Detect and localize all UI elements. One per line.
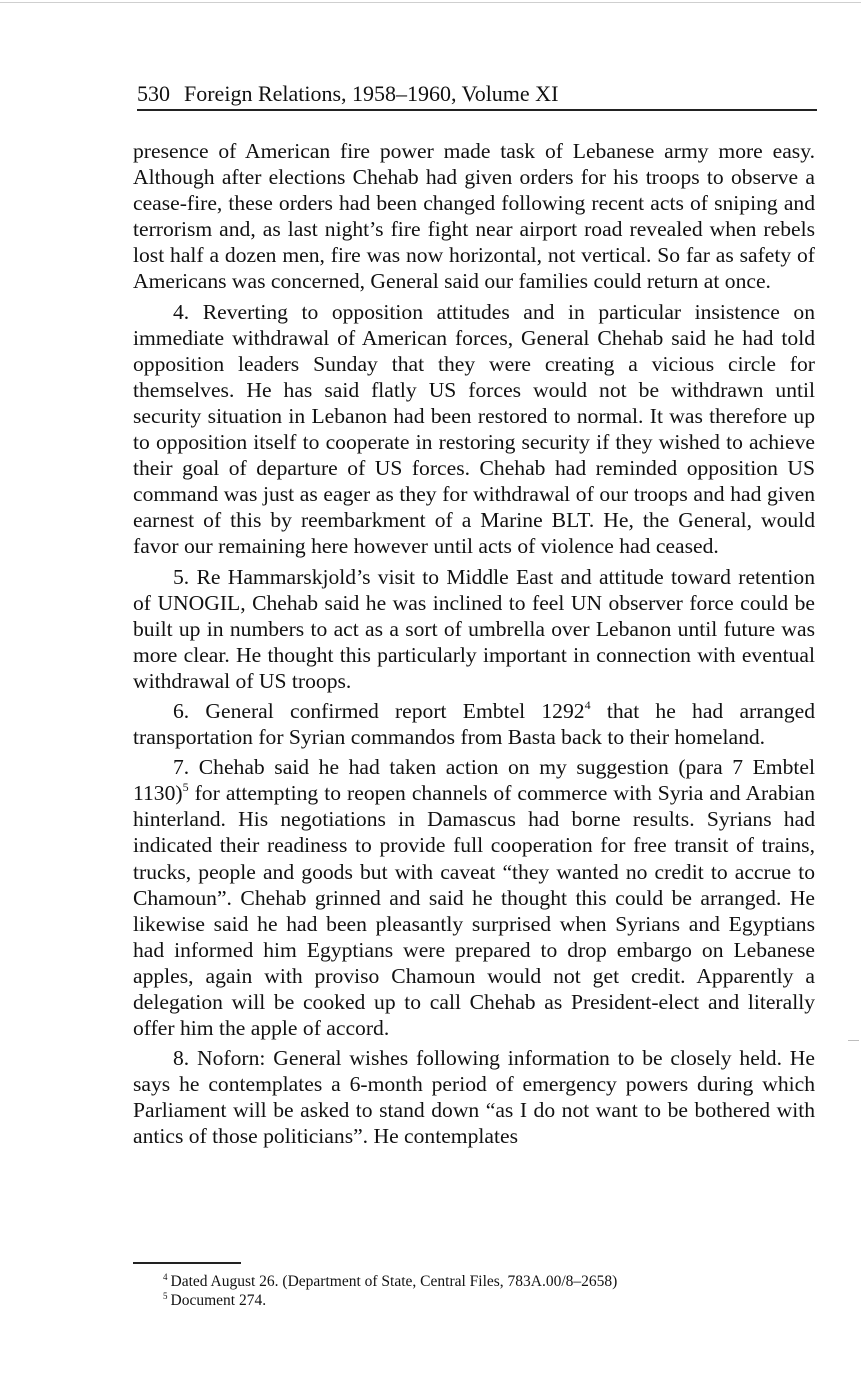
footnote-4 — [163, 1272, 783, 1291]
paragraph-5: 5. Re Hammarskjold’s visit to Middle East and attitude toward retention of UNOGIL, Chehab said he was inclined to feel UN observer force could be built up in numbers to act as a sort of umbrella over Lebanon until future was more clear. He thought this particularly important in connection with eventual withdrawal of US troops. — [133, 564, 815, 693]
running-title: Foreign Relations, 1958–1960, Volume XI — [184, 81, 559, 106]
running-header — [137, 80, 817, 108]
page-number: 530 — [137, 81, 170, 106]
paragraph-7 — [133, 754, 815, 1041]
paragraph-6-text-a: 6. General confirmed report Embtel 1292 — [173, 698, 585, 723]
footnote-text-4: Dated August 26. (Department of State, Central Files, 783A.00/8–2658) — [170, 1273, 618, 1290]
paragraph-4: 4. Reverting to opposition attitudes and in particular insistence on immediate withdrawal of American forces, General Chehab said he had told opposition leaders Sunday that they were creating a vicious circle for themselves. He has said flatly US forces would not be withdrawn until security situation in Lebanon had been restored to normal. It was therefore up to opposition itself to cooperate in restoring security if they wished to achieve their goal of departure of US forces. Chehab had reminded opposition US command was just as eager as they for withdrawal of our troops and had given earnest of this by reembarkment of a Marine BLT. He, the General, would favor our remaining here however until acts of violence had ceased. — [133, 299, 815, 559]
footnote-rule — [133, 1262, 241, 1264]
header-rule — [137, 109, 817, 111]
footnote-5 — [163, 1291, 783, 1310]
footnote-marker-4: 4 — [163, 1271, 168, 1282]
paragraph-continued: presence of American fire power made task of Lebanese army more easy. Although after elections Chehab had given orders for his troops to observe a cease-fire, these orders had been changed following recent acts of sniping and terrorism and, as last night’s fire fight near airport road revealed when rebels lost half a dozen men, fire was now horizontal, not vertical. So far as safety of Americans was concerned, General said our families could return at once. — [133, 139, 815, 294]
footnotes — [163, 1272, 783, 1310]
paragraph-6-text-b: that he had arranged transportation for Syrian commandos from Basta back to their homeland. — [133, 698, 815, 750]
footnote-marker-5: 5 — [163, 1290, 168, 1301]
paragraph-6 — [133, 698, 815, 750]
scan-top-edge — [0, 2, 861, 3]
paragraph-7-text-b: for attempting to reopen channels of commerce with Syria and Arabian hinterland. His negotiations in Damascus had borne results. Syrians had indicated their readiness to provide full cooperation for free transit of trains, trucks, people and goods but with caveat “they wanted no credit to accrue to Chamoun”. Chehab grinned and said he thought this could be arranged. He likewise said he had been pleasantly surprised when Syrians and Egyptians had informed him Egyptians were prepared to drop embargo on Lebanese apples, again with proviso Chamoun would not get credit. Apparently a delegation will be cooked up to call Chehab as President-elect and literally offer him the apple of accord. — [133, 781, 815, 1041]
paragraph-7-text-a: 7. Chehab said he had taken action on my suggestion (para 7 Embtel 1130) — [133, 755, 815, 806]
footnote-ref-4: 4 — [584, 697, 591, 712]
footnote-text-5: Document 274. — [170, 1292, 267, 1309]
paragraph-8: 8. Noforn: General wishes following information to be closely held. He says he contemplates a 6-month period of emergency powers during which Parliament will be asked to stand down “as I do not want to be bothered with antics of those politicians”. He contemplates — [133, 1046, 815, 1149]
scan-margin-mark — [848, 1040, 859, 1041]
footnote-ref-5: 5 — [182, 780, 189, 795]
document-body — [133, 138, 815, 1150]
